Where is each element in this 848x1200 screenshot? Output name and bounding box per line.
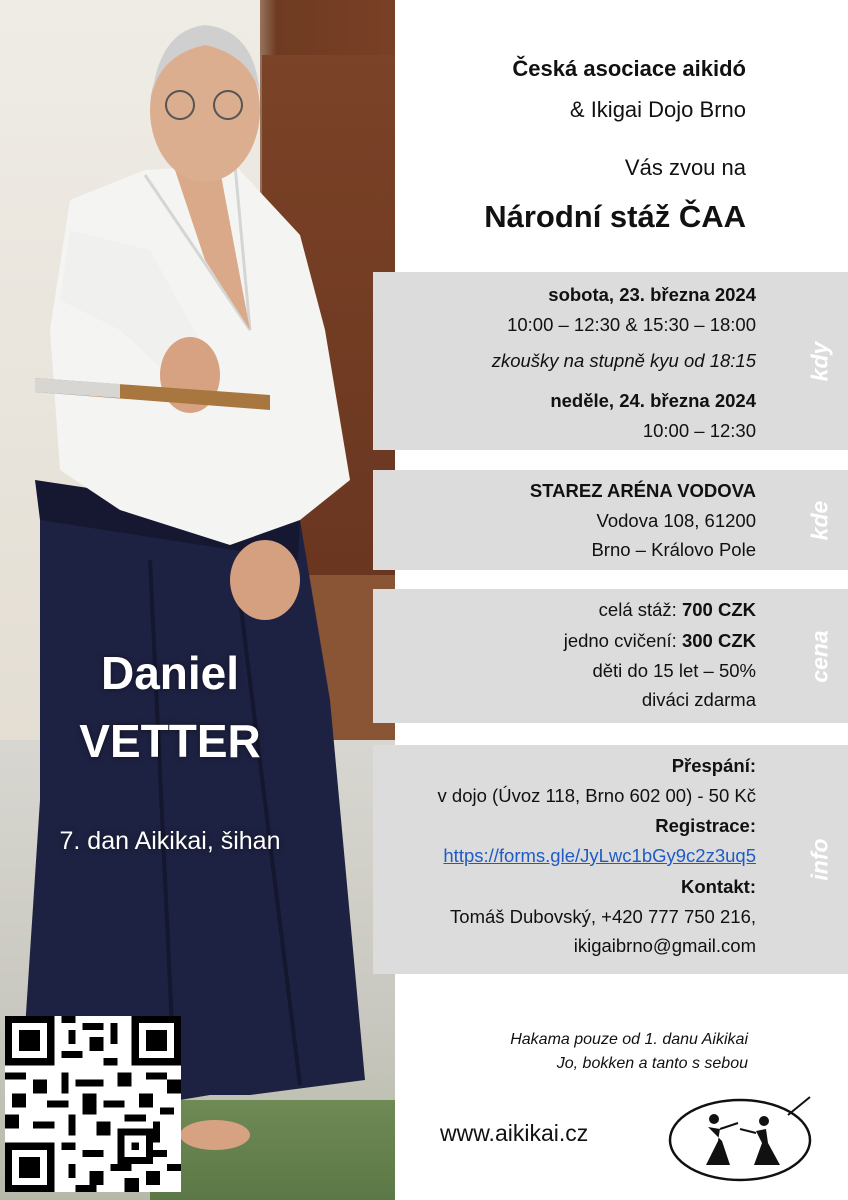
exams-note: zkoušky na stupně kyu od 18:15: [491, 350, 756, 371]
price-full-label: celá stáž:: [598, 599, 682, 620]
sleep-title: Přespání:: [671, 755, 756, 776]
when-section: [373, 272, 848, 450]
day2-date: neděle, 24. března 2024: [550, 390, 756, 411]
price-single: [564, 630, 756, 652]
aikido-pair-logo-icon: [668, 1085, 818, 1185]
instructor-first-name: Daniel: [100, 647, 240, 699]
when-label: kdy: [806, 341, 833, 381]
where-section: [373, 470, 848, 570]
venue-city: Brno – Královo Pole: [591, 539, 756, 560]
aikikai-logo: [668, 1085, 818, 1190]
instructor-rank: 7. dan Aikikai, šihan: [59, 827, 281, 855]
where-label: kde: [806, 500, 833, 540]
qr-code-icon: [5, 1016, 181, 1192]
venue-name: STAREZ ARÉNA VODOVA: [529, 480, 756, 501]
day2-times: 10:00 – 12:30: [642, 420, 756, 441]
organizer-subtitle: & Ikigai Dojo Brno: [569, 97, 746, 122]
price-full-value: 700 CZK: [681, 599, 756, 620]
contact-title: Kontakt:: [680, 876, 756, 897]
price-section: [373, 589, 848, 723]
event-title: Národní stáž ČAA: [484, 199, 746, 234]
sleep-text: v dojo (Úvoz 118, Brno 602 00) - 50 Kč: [437, 785, 756, 806]
registration-qr-code[interactable]: [5, 1016, 181, 1192]
registration-link[interactable]: https://forms.gle/JyLwc1bGy9c2z3uq5: [443, 845, 756, 866]
price-spectators: diváci zdarma: [641, 689, 756, 710]
price-single-value: 300 CZK: [681, 630, 756, 651]
venue-street: Vodova 108, 61200: [596, 510, 756, 531]
invite-text: Vás zvou na: [624, 155, 746, 180]
website-link[interactable]: www.aikikai.cz: [440, 1120, 589, 1146]
hakama-note: Hakama pouze od 1. danu Aikikai: [510, 1031, 748, 1048]
weapons-note: Jo, bokken a tanto s sebou: [556, 1055, 748, 1072]
organizer-title: Česká asociace aikidó: [512, 56, 746, 81]
day1-date: sobota, 23. března 2024: [548, 284, 756, 305]
contact-name: Tomáš Dubovský, +420 777 750 216,: [450, 906, 756, 927]
price-kids: děti do 15 let – 50%: [592, 660, 756, 681]
registration-title: Registrace:: [655, 815, 756, 836]
contact-email: ikigaibrno@gmail.com: [573, 935, 756, 956]
price-single-label: jedno cvičení:: [563, 630, 682, 651]
instructor-last-name: VETTER: [79, 715, 261, 767]
info-section: [373, 745, 848, 974]
day1-times: 10:00 – 12:30 & 15:30 – 18:00: [507, 314, 756, 335]
info-label: info: [806, 838, 833, 881]
price-full: [599, 599, 756, 621]
price-label: cena: [806, 629, 833, 683]
